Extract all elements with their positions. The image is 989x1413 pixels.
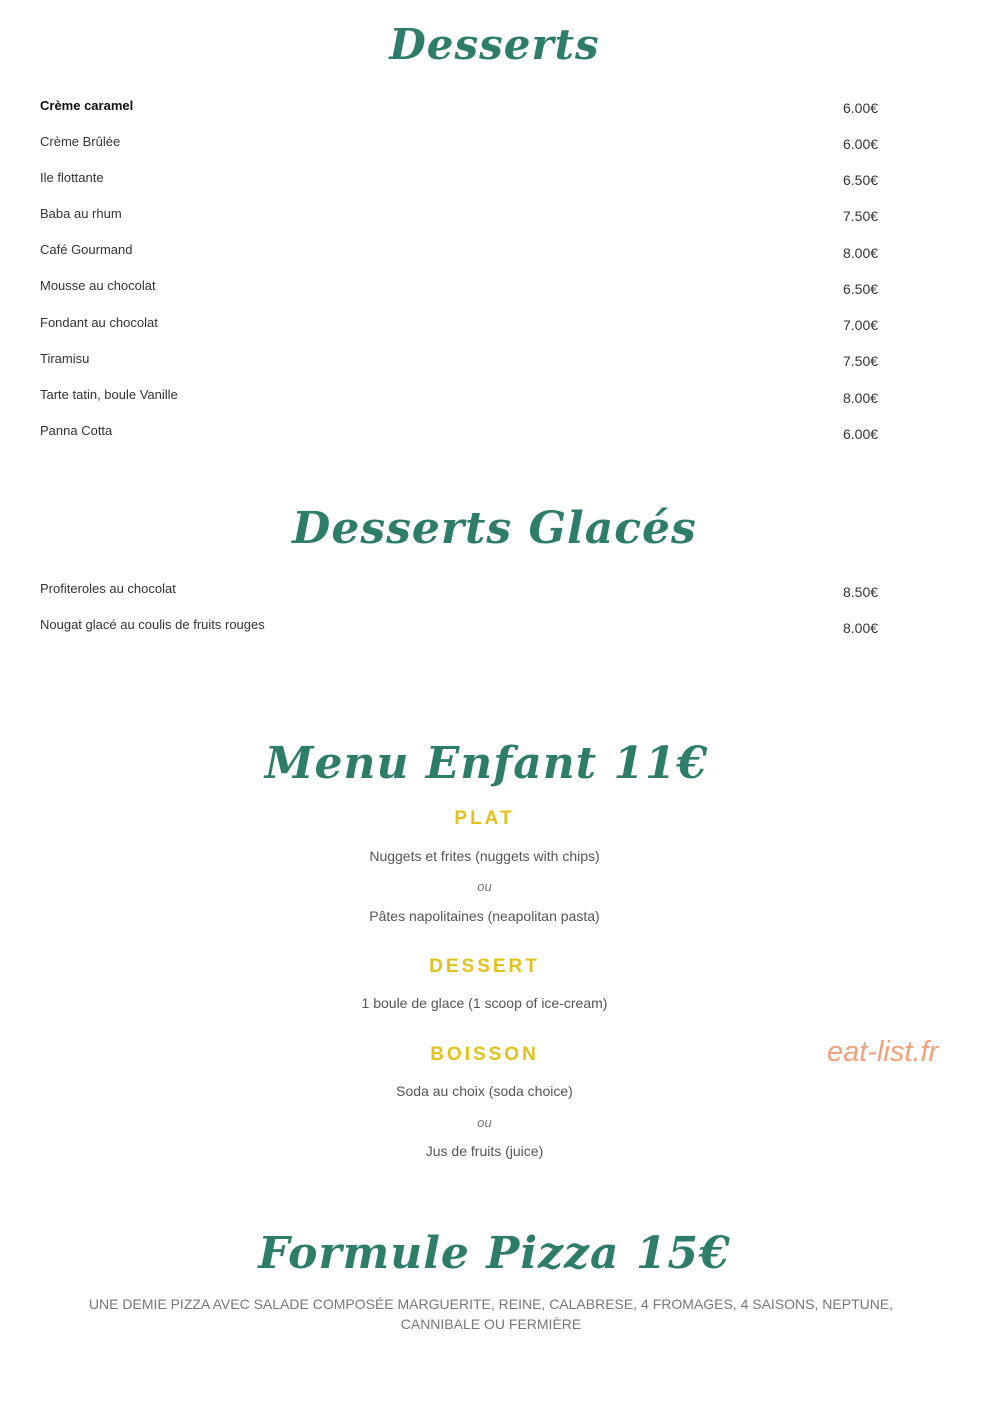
list-item-name: Crème caramel (40, 98, 134, 113)
list-item-name: Mousse au chocolat (40, 278, 156, 293)
list-item-name: Nougat glacé au coulis de fruits rouges (40, 617, 265, 632)
boisson-option-juice: Jus de fruits (juice) (425, 1143, 544, 1159)
list-item-name: Tiramisu (40, 351, 90, 366)
list-item-price: 8.50€ (843, 584, 879, 600)
boisson-or: ou (477, 1115, 492, 1130)
watermark: eat-list.fr (827, 1036, 939, 1068)
list-item-price: 8.00€ (843, 620, 879, 636)
boisson-heading: BOISSON (430, 1044, 539, 1065)
list-item-price: 7.50€ (843, 353, 879, 369)
list-item-price: 7.50€ (843, 208, 879, 224)
list-item-name: Baba au rhum (40, 206, 122, 221)
formule-pizza-description: UNE DEMIE PIZZA AVEC SALADE COMPOSÉE MARGUERITE, REINE, CALABRESE, 4 FROMAGES, 4 SAISONS, NEPTUNE, CANNIBALE OU FERMIÈRE (88, 1296, 894, 1332)
list-item-name: Crème Brûlée (40, 134, 121, 149)
plat-heading: PLAT (454, 808, 515, 829)
boisson-option-soda: Soda au choix (soda choice) (396, 1083, 573, 1099)
list-item-price: 6.50€ (843, 281, 879, 297)
plat-option-pasta: Pâtes napolitaines (neapolitan pasta) (369, 908, 600, 924)
desserts-title: Desserts (389, 20, 600, 69)
list-item-price: 6.50€ (843, 172, 879, 188)
list-item-name: Panna Cotta (40, 423, 113, 438)
dessert-heading: DESSERT (429, 956, 540, 977)
list-item-price: 6.00€ (843, 100, 879, 116)
list-item-name: Café Gourmand (40, 242, 133, 257)
desserts-glaces-title: Desserts Glacés (292, 503, 697, 554)
list-item-name: Ile flottante (40, 170, 104, 185)
plat-or: ou (477, 879, 492, 894)
plat-option-nuggets: Nuggets et frites (nuggets with chips) (369, 848, 600, 864)
list-item-price: 7.00€ (843, 317, 879, 333)
formule-pizza-title: Formule Pizza 15€ (258, 1228, 731, 1279)
menu-enfant-title: Menu Enfant 11€ (264, 738, 709, 789)
list-item-price: 6.00€ (843, 136, 879, 152)
list-item-name: Profiteroles au chocolat (40, 581, 176, 596)
list-item-name: Tarte tatin, boule Vanille (40, 387, 178, 402)
list-item-name: Fondant au chocolat (40, 315, 158, 330)
list-item-price: 8.00€ (843, 245, 879, 261)
list-item-price: 8.00€ (843, 390, 879, 406)
dessert-option-glace: 1 boule de glace (1 scoop of ice-cream) (361, 995, 608, 1011)
list-item-price: 6.00€ (843, 426, 879, 442)
